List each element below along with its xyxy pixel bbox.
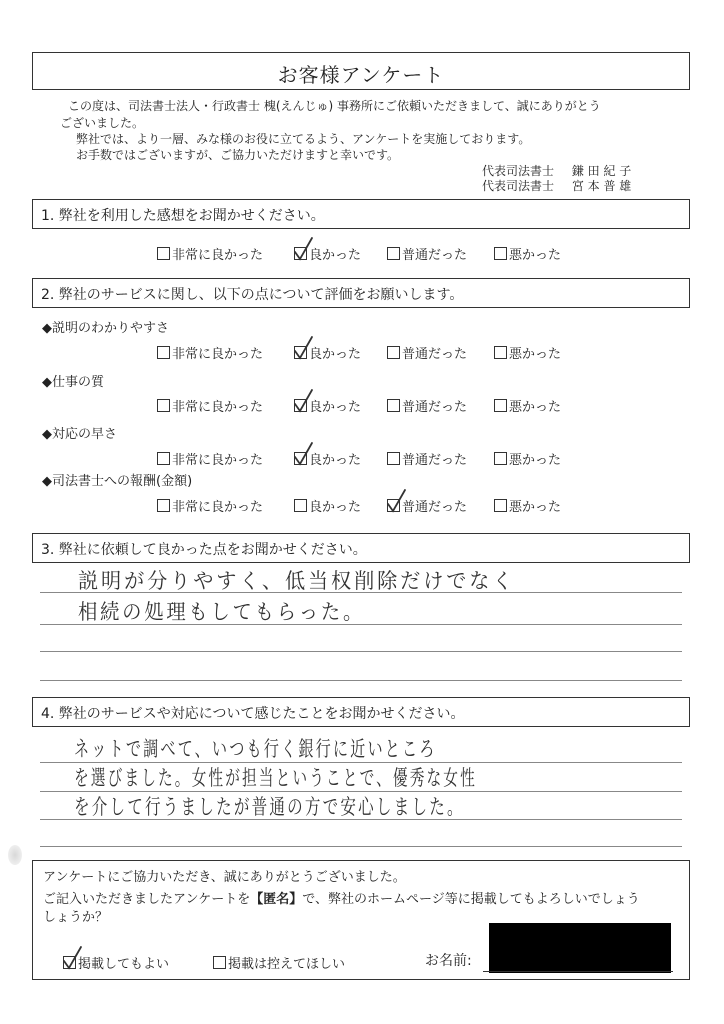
q2-item-2-checkbox-1[interactable] bbox=[157, 399, 170, 412]
q2-item-3-option-label: 非常に良かった bbox=[172, 453, 264, 468]
q4-answer-line-2: を選びました。女性が担当ということで、優秀な女性 bbox=[74, 766, 477, 790]
q2-item-2-option-2[interactable] bbox=[294, 396, 361, 415]
q2-item-4-checkbox-2[interactable] bbox=[294, 499, 307, 512]
q2-item-1-option-label: 悪かった bbox=[509, 347, 562, 362]
q2-item-3-option-3[interactable] bbox=[387, 449, 467, 468]
deny-publish-option[interactable] bbox=[213, 953, 345, 972]
signatory-2 bbox=[482, 178, 631, 195]
answer-line bbox=[40, 680, 682, 681]
q2-item-2-option-label: 悪かった bbox=[509, 400, 562, 415]
scan-smudge bbox=[8, 845, 22, 865]
q2-item-4-option-4[interactable] bbox=[494, 496, 561, 515]
q3-answer-line-2: 相続の処理もしてもらった。 bbox=[78, 600, 366, 624]
q1-option-label: 非常に良かった bbox=[172, 248, 264, 263]
answer-line bbox=[40, 651, 682, 652]
q2-item-3-checkbox-3[interactable] bbox=[387, 452, 400, 465]
check-mark-icon bbox=[62, 945, 84, 971]
q2-item-3-option-4[interactable] bbox=[494, 449, 561, 468]
check-mark-icon bbox=[293, 236, 315, 262]
q1-header bbox=[32, 199, 690, 229]
redacted-name bbox=[489, 923, 671, 973]
intro-line-2: ございました。 bbox=[60, 116, 145, 130]
footer-question-anonymous: 【匿名】 bbox=[250, 892, 303, 907]
q2-item-2-option-4[interactable] bbox=[494, 396, 561, 415]
footer-question-line2: しょうか？ bbox=[43, 910, 109, 925]
q2-item-2-option-label: 普通だった bbox=[402, 400, 468, 415]
q1-option-3[interactable] bbox=[387, 244, 467, 263]
q2-item-4-option-label: 悪かった bbox=[509, 500, 562, 515]
q2-item-1-option-3[interactable] bbox=[387, 343, 467, 362]
q2-item-2-checkbox-2[interactable] bbox=[294, 399, 307, 412]
q1-checkbox-3[interactable] bbox=[387, 247, 400, 260]
signatory-name: 鎌 田 紀 子 bbox=[571, 164, 632, 178]
answer-line bbox=[40, 846, 682, 847]
q2-item-4-checkbox-3[interactable] bbox=[387, 499, 400, 512]
q2-item-1-option-label: 非常に良かった bbox=[172, 347, 264, 362]
q2-item-3-checkbox-4[interactable] bbox=[494, 452, 507, 465]
q1-checkbox-2[interactable] bbox=[294, 247, 307, 260]
q2-item-4-option-2[interactable] bbox=[294, 496, 361, 515]
q2-item-2-checkbox-4[interactable] bbox=[494, 399, 507, 412]
q2-item-2-option-3[interactable] bbox=[387, 396, 467, 415]
q2-item-1-option-label: 良かった bbox=[309, 347, 362, 362]
page-title: お客様アンケート bbox=[277, 63, 445, 87]
q2-item-4-option-label: 良かった bbox=[309, 500, 362, 515]
q2-item-2-checkbox-3[interactable] bbox=[387, 399, 400, 412]
q2-item-2-option-1[interactable] bbox=[157, 396, 263, 415]
title-box bbox=[32, 52, 690, 90]
q2-item-1-checkbox-4[interactable] bbox=[494, 346, 507, 359]
q2-item-4-option-1[interactable] bbox=[157, 496, 263, 515]
signatory-name: 宮 本 普 雄 bbox=[571, 179, 632, 193]
q2-item-3-option-label: 良かった bbox=[309, 453, 362, 468]
check-mark-icon bbox=[386, 488, 408, 514]
footer-box bbox=[32, 860, 690, 980]
q4-answer-line-1: ネットで調べて、いつも行く銀行に近いところ bbox=[74, 737, 437, 761]
check-mark-icon bbox=[293, 335, 315, 361]
q1-option-label: 良かった bbox=[309, 248, 362, 263]
signatory-role: 代表司法書士 bbox=[482, 179, 555, 193]
q2-item-4-option-label: 非常に良かった bbox=[172, 500, 264, 515]
intro-line-4: お手数ではございますが、ご協力いただけますと幸いです。 bbox=[76, 148, 400, 162]
q3-header bbox=[32, 533, 690, 563]
footer-question bbox=[43, 891, 640, 908]
q1-checkbox-4[interactable] bbox=[494, 247, 507, 260]
q2-item-1-checkbox-3[interactable] bbox=[387, 346, 400, 359]
intro-line-1: この度は、司法書士法人・行政書士 槐(えんじゅ) 事務所にご依頼いただきまして、誠にありがとう bbox=[68, 99, 601, 113]
q2-item-4-option-label: 普通だった bbox=[402, 500, 468, 515]
q1-option-label: 普通だった bbox=[402, 248, 468, 263]
intro-line-3: 弊社では、より一層、みな様のお役に立てるよう、アンケートを実施しております。 bbox=[76, 132, 531, 146]
name-underline bbox=[483, 971, 673, 972]
deny-publish-checkbox[interactable] bbox=[213, 956, 226, 969]
q4-label: 4. 弊社のサービスや対応について感じたことをお聞かせください。 bbox=[41, 706, 465, 722]
q1-option-1[interactable] bbox=[157, 244, 263, 263]
deny-publish-label: 掲載は控えてほしい bbox=[228, 957, 346, 972]
allow-publish-label: 掲載してもよい bbox=[78, 957, 170, 972]
q2-item-3-option-label: 普通だった bbox=[402, 453, 468, 468]
q2-item-3-label: ◆対応の早さ bbox=[42, 427, 117, 442]
q2-item-1-option-1[interactable] bbox=[157, 343, 263, 362]
q2-item-1-label: ◆説明のわかりやすさ bbox=[42, 321, 169, 336]
q2-item-1-option-2[interactable] bbox=[294, 343, 361, 362]
q2-item-1-checkbox-2[interactable] bbox=[294, 346, 307, 359]
name-label: お名前: bbox=[425, 953, 472, 969]
q2-item-3-checkbox-1[interactable] bbox=[157, 452, 170, 465]
q2-item-4-checkbox-1[interactable] bbox=[157, 499, 170, 512]
q2-item-1-option-4[interactable] bbox=[494, 343, 561, 362]
q2-item-4-option-3[interactable] bbox=[387, 496, 467, 515]
footer-thanks: アンケートにご協力いただき、誠にありがとうございました。 bbox=[43, 870, 406, 885]
check-mark-icon bbox=[293, 441, 315, 467]
q2-item-2-option-label: 非常に良かった bbox=[172, 400, 264, 415]
q4-header bbox=[32, 697, 690, 727]
q2-item-2-label: ◆仕事の質 bbox=[42, 375, 104, 390]
q3-answer-line-1: 説明が分りやすく、低当权削除だけでなく bbox=[78, 569, 516, 593]
q2-header bbox=[32, 278, 690, 308]
q2-item-1-option-label: 普通だった bbox=[402, 347, 468, 362]
q1-label: 1. 弊社を利用した感想をお聞かせください。 bbox=[41, 208, 325, 224]
q3-label: 3. 弊社に依頼して良かった点をお聞かせください。 bbox=[41, 542, 367, 558]
check-mark-icon bbox=[293, 388, 315, 414]
q2-item-3-option-label: 悪かった bbox=[509, 453, 562, 468]
signatory-role: 代表司法書士 bbox=[482, 164, 555, 178]
q2-item-2-option-label: 良かった bbox=[309, 400, 362, 415]
footer-question-pre: ご記入いただきましたアンケートを bbox=[43, 892, 251, 907]
allow-publish-checkbox[interactable] bbox=[63, 956, 76, 969]
q2-label: 2. 弊社のサービスに関し、以下の点について評価をお願いします。 bbox=[41, 287, 464, 303]
q2-item-4-checkbox-4[interactable] bbox=[494, 499, 507, 512]
q1-option-label: 悪かった bbox=[509, 248, 562, 263]
q1-checkbox-1[interactable] bbox=[157, 247, 170, 260]
footer-question-post: で、弊社のホームページ等に掲載してもよろしいでしょう bbox=[302, 892, 640, 907]
q2-item-3-option-2[interactable] bbox=[294, 449, 361, 468]
q1-option-4[interactable] bbox=[494, 244, 561, 263]
q2-item-3-checkbox-2[interactable] bbox=[294, 452, 307, 465]
q4-answer-line-3: を介して行うましたが普通の方で安心しました。 bbox=[74, 795, 465, 819]
q1-option-2[interactable] bbox=[294, 244, 361, 263]
q2-item-3-option-1[interactable] bbox=[157, 449, 263, 468]
q2-item-4-label: ◆司法書士への報酬(金額) bbox=[42, 474, 193, 489]
allow-publish-option[interactable] bbox=[63, 953, 169, 972]
q2-item-1-checkbox-1[interactable] bbox=[157, 346, 170, 359]
